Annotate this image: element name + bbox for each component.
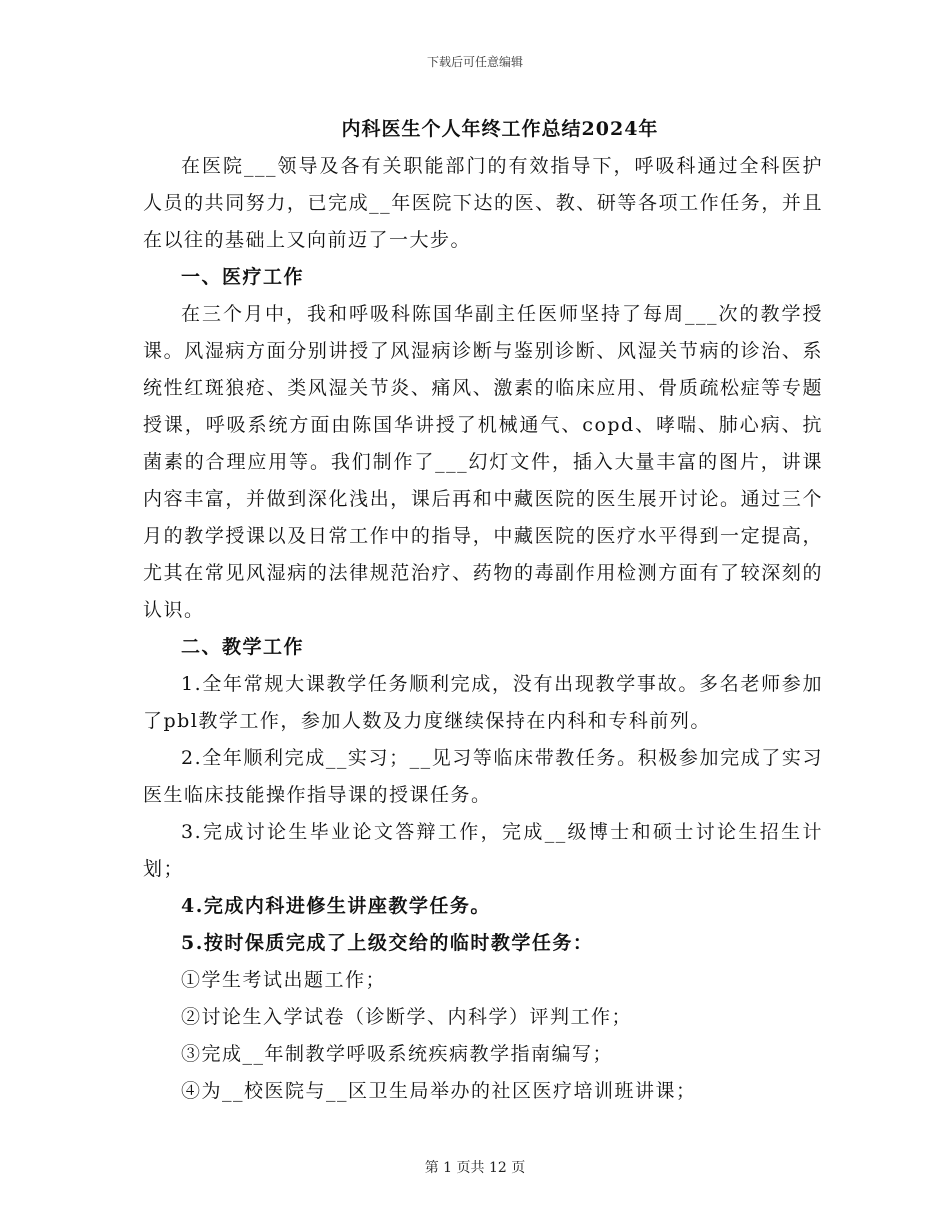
page-header-note: 下载后可任意编辑 <box>426 55 523 69</box>
sub-item-2: ②讨论生入学试卷（诊断学、内科学）评判工作； <box>181 1006 633 1028</box>
teaching-item-3: 3.完成讨论生毕业论文答辩工作，完成__级博士和硕士讨论生招生计划； <box>143 821 823 880</box>
medical-paragraph: 在三个月中，我和呼吸科陈国华副主任医师坚持了每周___次的教学授课。风湿病方面分别讲授了风湿病诊断与鉴别诊断、风湿关节病的诊治、系统性红斑狼疮、类风湿关节炎、痛风、激素的临床应用、骨质疏松症等专题授课，呼吸系统方面由陈国华讲授了机械通气、copd、哮喘、肺心病、抗菌素的合理应用等。我们制作了___幻灯文件，插入大量丰富的图片，讲课内容丰富，并做到深化浅出，课后再和中藏医院的医生展开讨论。通过三个月的教学授课以及日常工作中的指导，中藏医院的医疗水平得到一定提高，尤其在常见风湿病的法律规范治疗、药物的毒副作用检测方面有了较深刻的认识。 <box>143 303 823 621</box>
sub-item-1: ①学生考试出题工作； <box>181 969 387 991</box>
teaching-item-4: 4.完成内科进修生讲座教学任务。 <box>181 895 491 917</box>
document-title: 内科医生个人年终工作总结2024年 <box>341 118 659 140</box>
sub-item-3: ③完成__年制教学呼吸系统疾病教学指南编写； <box>181 1043 614 1065</box>
teaching-item-1: 1.全年常规大课教学任务顺利完成，没有出现教学事故。多名老师参加了pbl教学工作，参加人数及力度继续保持在内科和专科前列。 <box>143 673 823 732</box>
teaching-item-2: 2.全年顺利完成__实习；__见习等临床带教任务。积极参加完成了实习医生临床技能操作指导课的授课任务。 <box>143 747 823 806</box>
section-heading-medical: 一、医疗工作 <box>181 266 305 288</box>
intro-paragraph: 在医院___领导及各有关职能部门的有效指导下，呼吸科通过全科医护人员的共同努力，已完成__年医院下达的医、教、研等各项工作任务，并且在以往的基础上又向前迈了一大步。 <box>143 155 823 251</box>
teaching-item-5: 5.按时保质完成了上级交给的临时教学任务： <box>181 932 594 954</box>
document-body <box>143 148 823 1110</box>
section-heading-teaching: 二、教学工作 <box>181 636 305 658</box>
page-number-footer: 第 1 页共 12 页 <box>424 1160 526 1176</box>
sub-item-4: ④为__校医院与__区卫生局举办的社区医疗培训班讲课； <box>181 1080 697 1102</box>
